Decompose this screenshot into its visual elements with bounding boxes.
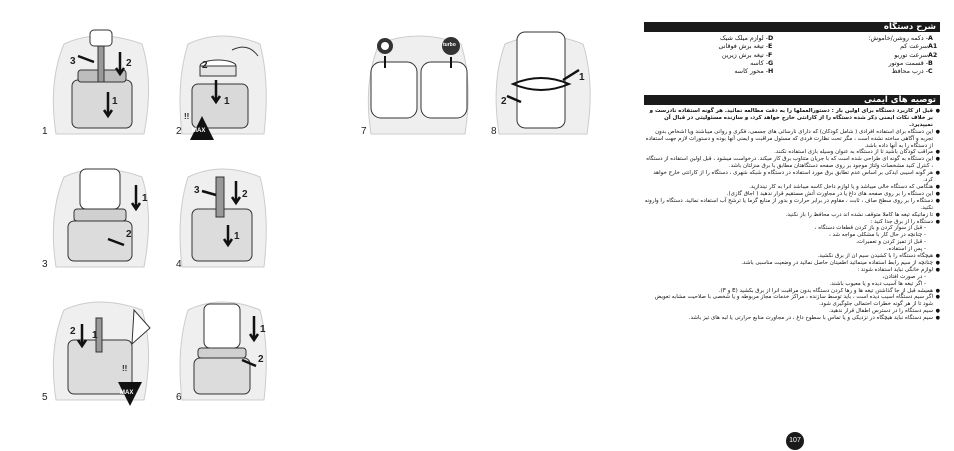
speed-buttons-illustration bbox=[357, 22, 477, 140]
step-callout: 1 bbox=[112, 96, 118, 107]
safety-item: - پس از استفاده. bbox=[886, 246, 926, 253]
warning-exclamation: !! bbox=[122, 364, 128, 373]
motor-mount-illustration bbox=[38, 155, 158, 273]
instructions-column bbox=[644, 22, 940, 322]
safety-item: ● هر گونه اسیبی ایدکی بر اساس عدم تطابق برق مورد استفاده در دستگاه و شبکه شهری ، دستگاه را از کارانتی خارج خواهد کرد. bbox=[644, 170, 940, 184]
safety-item: ● دستگاه را بر روی سطح صاف ، ثابت ، مقاوم در برابر حرارت و بدور از منابع گرما یا ترشح آب استفاده نمائید. دستگاه را وارونه نکنید. bbox=[644, 198, 940, 212]
part-row: B - قسمت موتور bbox=[888, 59, 933, 67]
bowl-fill-illustration bbox=[172, 22, 272, 140]
step-callout: 2 bbox=[70, 326, 76, 337]
blade-removal-illustration bbox=[172, 155, 272, 273]
part-row: F - تیغه برش زیرین bbox=[721, 51, 773, 59]
part-row: C - درب محافظ bbox=[891, 68, 933, 76]
step-callout: 2 bbox=[126, 229, 132, 240]
step-callout: 1 bbox=[234, 231, 240, 242]
step-callout: 1 bbox=[142, 193, 148, 204]
page-number: 107 bbox=[786, 432, 804, 450]
part-row: G - کاسه bbox=[750, 59, 774, 67]
step-callout: 1 bbox=[579, 72, 585, 83]
safety-item: ● همیشه قبل از جا گذاشتن تیغه ها و رها کردن دستگاه بدون مراقبت انرا از برق بکشید (E و F). bbox=[644, 288, 940, 295]
safety-item: ● دستگاه را از برق جدا کنید : bbox=[644, 219, 940, 226]
safety-item: ● سیم دستگاه را در دسترس اطفال قرار ندهید. bbox=[644, 308, 940, 315]
step-callout: 2 bbox=[258, 354, 264, 365]
safety-item: ● این دستگاه برای استفاده افرادی ( شامل کودکان) که دارای نارسائی های جسمی، فکری و روانی میباشند ویا اشخاص بدون تجربه و آگاهی ساخته نشده است ، مگر تحت نظارت فردی که مسئول مراقبت و ایمنی آنها بوده و دستورات لازم جهت استفاده از دستگاه را به آنها داده باشد. bbox=[644, 129, 940, 150]
figure-3 bbox=[38, 155, 158, 273]
safety-item: - قبل از تمیز کردن و تعمیرات، bbox=[856, 239, 926, 246]
turbo-label: turbo bbox=[443, 42, 456, 48]
step-callout: 1 bbox=[92, 330, 98, 341]
figure-number: 8 bbox=[491, 126, 497, 137]
step-callout: 1 bbox=[224, 96, 230, 107]
step-callout: 2 bbox=[242, 189, 248, 200]
safety-item: ● مراقب کودکان باشید تا از دستگاه به عنوان وسیله بازی استفاده نکنند. bbox=[644, 149, 940, 156]
safety-item: - اگر تیغه ها آسیب دیده و یا معیوب باشند. bbox=[829, 280, 926, 287]
safety-item: ● هنگامی که دستگاه خالی میباشد و یا لوازم داخل کاسه میباشد انرا به کار نیندازید. bbox=[644, 184, 940, 191]
figure-number: 1 bbox=[42, 126, 48, 137]
safety-list bbox=[644, 108, 940, 322]
step-callout: 1 bbox=[260, 324, 266, 335]
figure-number: 5 bbox=[42, 392, 48, 403]
warning-exclamation: !! bbox=[184, 112, 190, 121]
figure-7 bbox=[357, 22, 477, 140]
chopper-assembly-illustration bbox=[38, 22, 158, 140]
safety-item: - قبل از سوار کردن و باز کردن قطعات دستگاه ، bbox=[814, 225, 926, 232]
figure-2 bbox=[172, 22, 272, 140]
parts-list bbox=[644, 35, 940, 95]
safety-item: ● لوازم خانگی نباید استفاده شوند : bbox=[644, 267, 940, 274]
figure-number: 2 bbox=[176, 126, 182, 137]
part-row: E - تیغه برش فوقانی bbox=[718, 43, 773, 51]
safety-item: - چنانچه در حال کار با مشکلی مواجه شد ، bbox=[828, 232, 926, 239]
max-label: MAX bbox=[120, 390, 134, 396]
figure-4 bbox=[172, 155, 272, 273]
figure-number: 4 bbox=[176, 259, 182, 270]
max-label: MAX bbox=[192, 128, 206, 134]
safety-item: ● تا زمانیکه تیغه ها کاملا متوقف نشده اند درب محافظ را باز نکنید. bbox=[644, 212, 940, 219]
lid-locking-illustration bbox=[172, 288, 272, 406]
safety-item: - در صورت افتادن، bbox=[882, 273, 926, 280]
safety-item: ● سیم دستگاه نباید هیچگاه در نزدیکی و یا تماس با سطوح داغ ، در مجاورت منابع حرارتی یا لبه های تیز باشد. bbox=[644, 315, 940, 322]
safety-heading: توصیه های ایمنی bbox=[644, 95, 940, 105]
step-callout: 2 bbox=[202, 60, 208, 71]
safety-item: ● این دستگاه به گونه ای طراحی شده است که با جریان متناوب برق کار میکند. درخواست میشود ، قبل اولین استفاده از دستگاه ، کنترل کنید مشخصات ولتاژ موجود بر روی صفحه دستگاهتان مطابق با برق منزلتان باشد. bbox=[644, 156, 940, 170]
safety-item: ● این دستگاه را بر روی صفحه های داغ یا در مجاورت آتش مستقیم قرار ندهید ( اجاق گازی). bbox=[644, 191, 940, 198]
safety-item: ● چنانچه از سیم رابط استفاده مینمائید اطمینان حاصل نمائید در وضعیت مناسبی باشد. bbox=[644, 260, 940, 267]
safety-item: ● هیچگاه دستگاه را با کشیدن سیم ان از برق نکشید. bbox=[644, 253, 940, 260]
figure-8 bbox=[487, 22, 597, 140]
figure-1 bbox=[38, 22, 158, 140]
safety-item: ● قبل از کاربرد دستگاه برای اولین بار : دستورالعملها را به دقت مطالعه نمائید. هر گونه استفاده نادرست و بر خلاف نکات ایمنی ذکر شده دستگاه را از کارانتی خارج خواهد کرد، و سازنده مسئولیتی در قبال آن نمیپذیرد. bbox=[644, 108, 940, 129]
figure-number: 6 bbox=[176, 392, 182, 403]
part-row: A - دکمه روشن/خاموش: bbox=[868, 35, 933, 42]
milkshake-illustration bbox=[38, 288, 158, 406]
figure-number: 7 bbox=[361, 126, 367, 137]
step-callout: 2 bbox=[501, 96, 507, 107]
figure-number: 3 bbox=[42, 259, 48, 270]
figure-5 bbox=[38, 288, 158, 406]
step-callout: 3 bbox=[70, 56, 76, 67]
description-heading: شرح دستگاه bbox=[644, 22, 940, 32]
safety-item: ● اگر سیم دستگاه اسیب دیده است ، باید توسط سازنده ، مراکز خدمات مجاز مربوطه و یا شخصی با صلاحیت مشابه تعویض شود تا از هر گونه خطرات احتمالی جلوگیری شود. bbox=[644, 294, 940, 308]
figure-6 bbox=[172, 288, 272, 406]
step-callout: 2 bbox=[126, 58, 132, 69]
step-callout: 3 bbox=[194, 185, 200, 196]
parts-column-1 bbox=[800, 35, 940, 76]
part-row: H - محور کاسه bbox=[734, 68, 774, 76]
part-row: A2 سرعت توربو bbox=[894, 51, 938, 59]
part-row: D - لوازم میلک شیک bbox=[720, 35, 774, 42]
part-row: A1 سرعت کم bbox=[900, 43, 938, 51]
parts-column-2 bbox=[640, 35, 780, 76]
